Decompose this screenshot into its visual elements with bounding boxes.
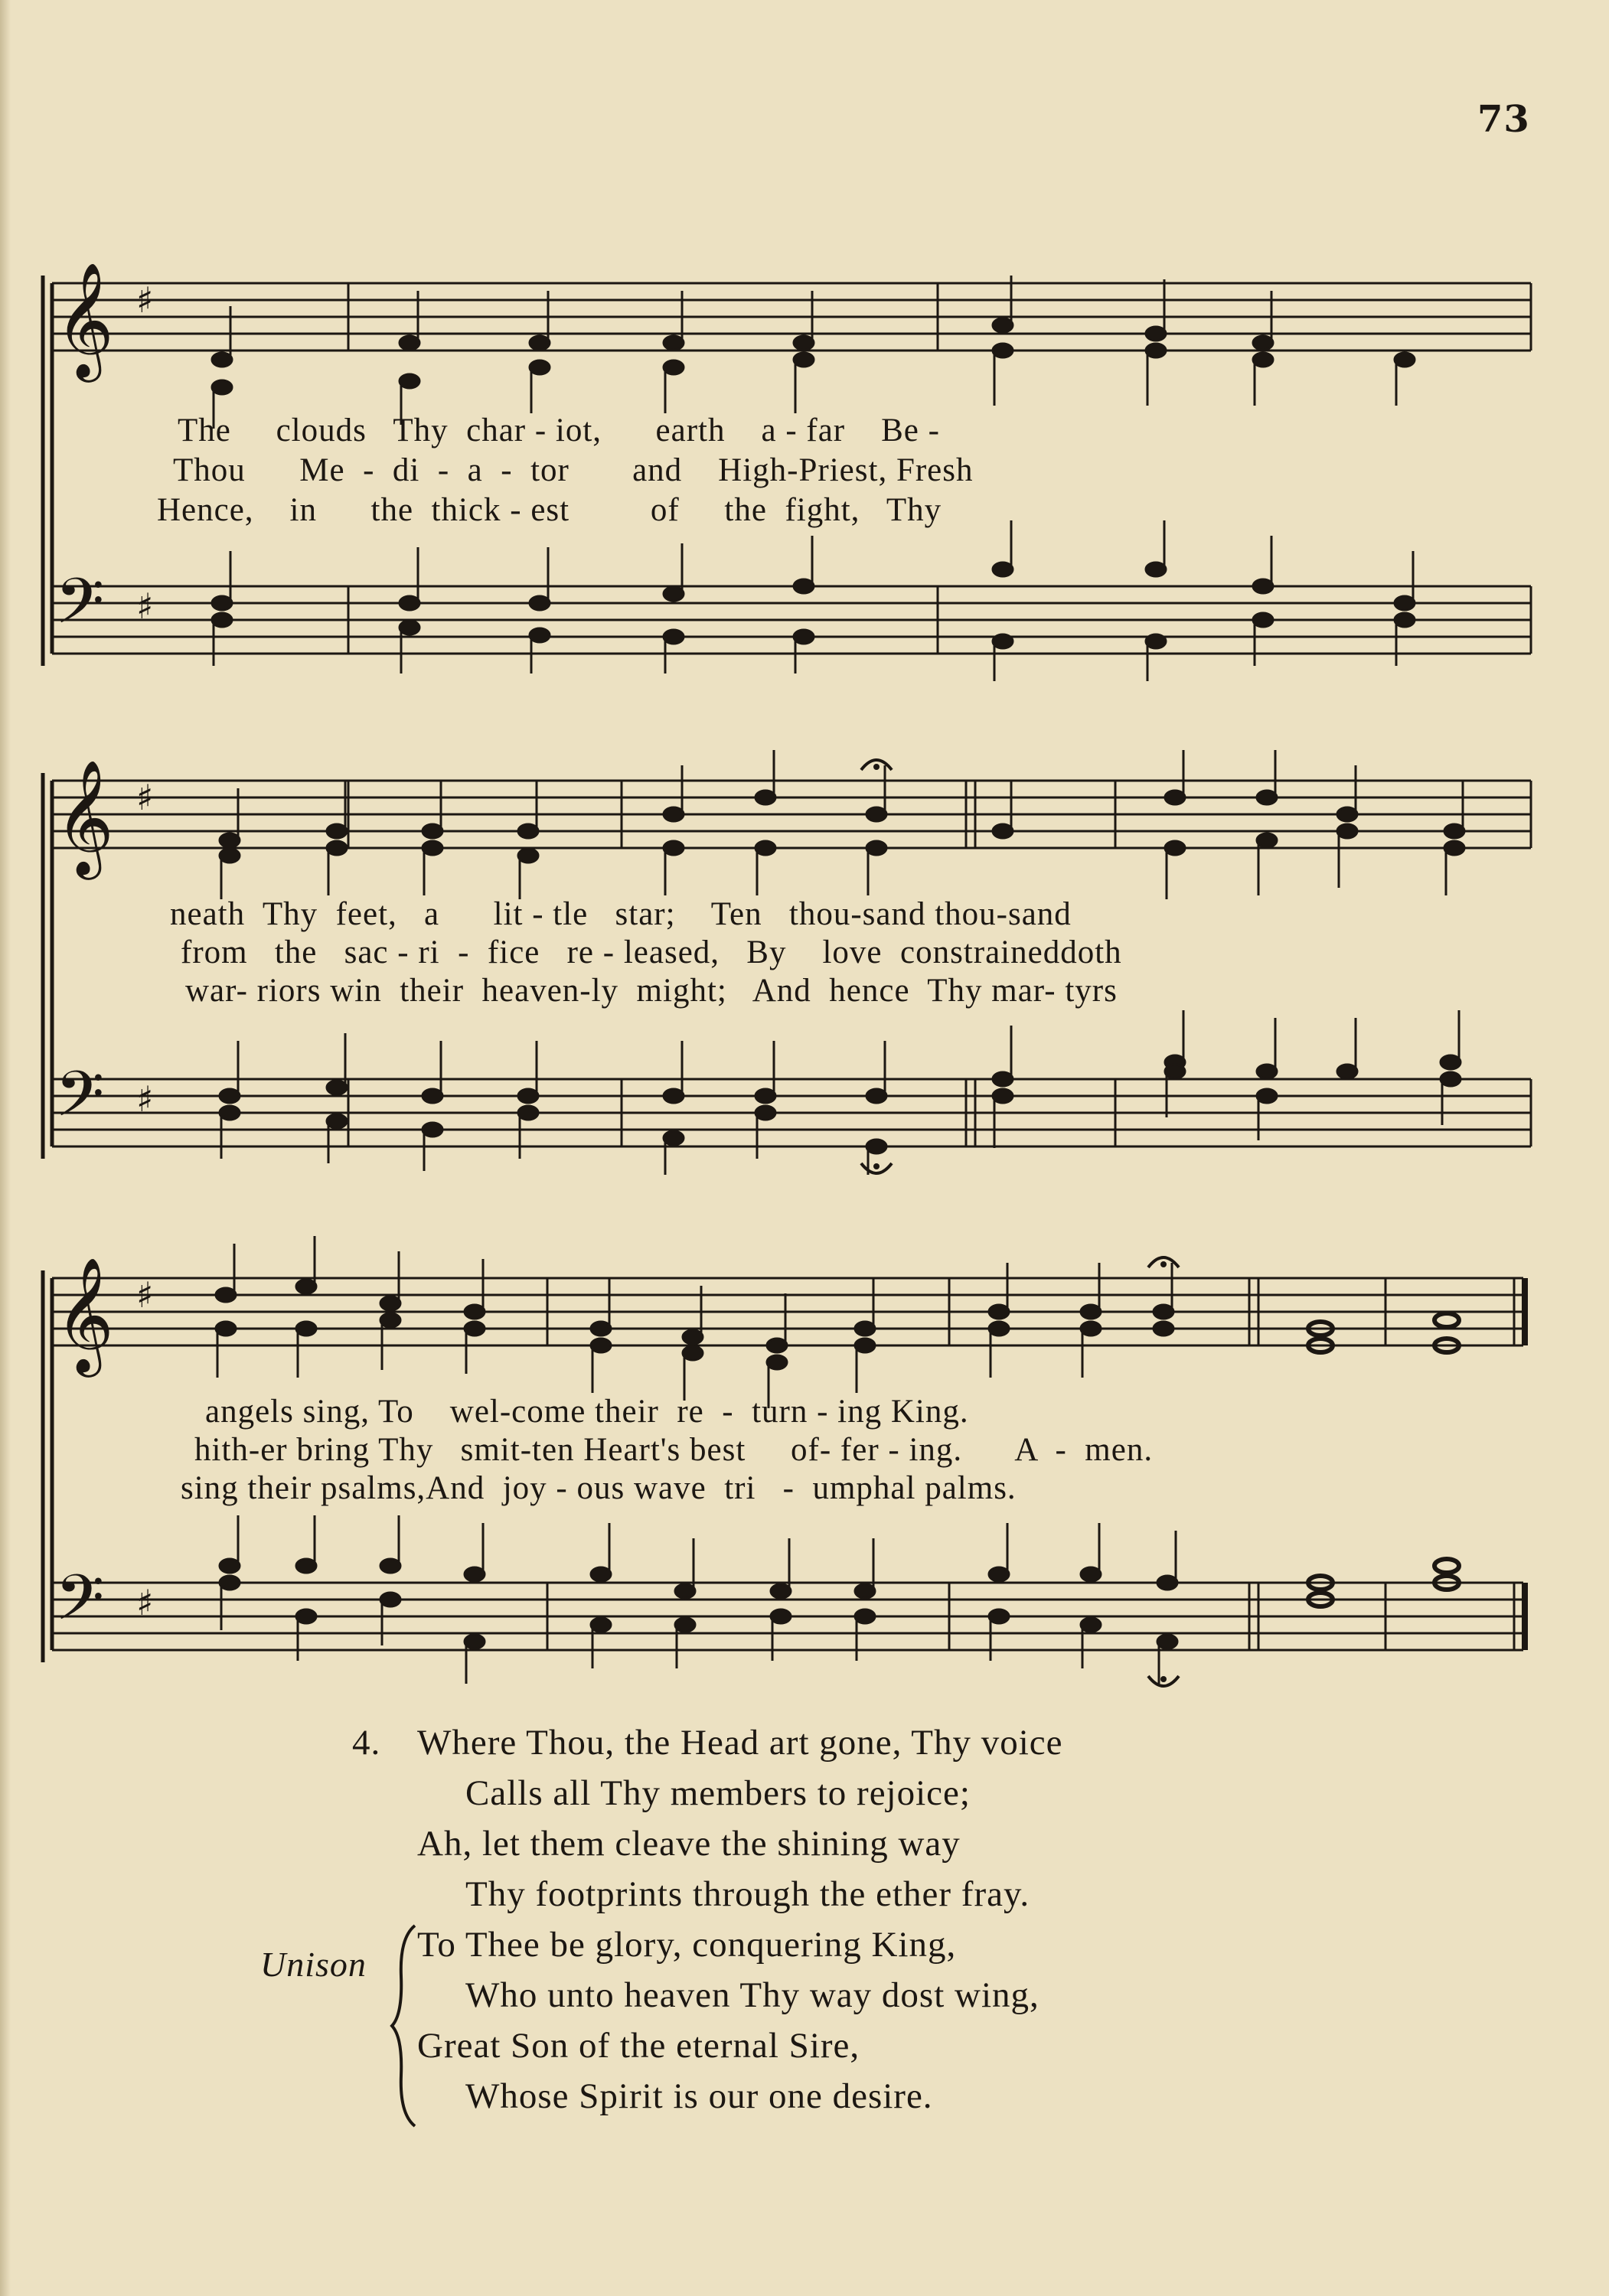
svg-text:♯: ♯ <box>136 1582 154 1623</box>
stanza-number: 4. <box>352 1723 381 1763</box>
music-system-1 <box>0 253 1609 681</box>
svg-text:♯: ♯ <box>136 1274 154 1316</box>
lyric-verse-1: The clouds Thy char - iot, earth a - far Be - <box>178 413 940 448</box>
stanza-line: Calls all Thy members to rejoice; <box>465 1773 971 1813</box>
svg-text:♯: ♯ <box>136 279 154 321</box>
lyric-verse-1: neath Thy feet, a lit - tle star; Ten thou-sand thou-sand <box>170 896 1072 932</box>
lyric-verse-3: sing their psalms,And joy - ous wave tri - umphal palms. <box>181 1470 1017 1506</box>
stanza-line: Where Thou, the Head art gone, Thy voice <box>417 1723 1063 1763</box>
stanza-line: Thy footprints through the ether fray. <box>465 1874 1030 1914</box>
stanza-4 <box>260 1722 1347 2151</box>
svg-text:♯: ♯ <box>136 777 154 818</box>
stanza-line: Who unto heaven Thy way dost wing, <box>465 1975 1039 2015</box>
svg-text:♯: ♯ <box>136 1078 154 1120</box>
lyric-verse-3: Hence, in the thick - est of the fight, Thy <box>157 492 942 528</box>
lyric-verse-2: from the sac - ri - fice re - leased, By love constraineddoth <box>181 934 1122 970</box>
svg-text:𝄞: 𝄞 <box>55 261 114 377</box>
brace-icon <box>389 1923 419 2129</box>
svg-text:𝄞: 𝄞 <box>55 1256 114 1372</box>
stanza-line: Ah, let them cleave the shining way <box>417 1824 961 1864</box>
unison-label: Unison <box>260 1945 367 1984</box>
stanza-line: Great Son of the eternal Sire, <box>417 2026 860 2066</box>
stanza-line: To Thee be glory, conquering King, <box>417 1925 957 1965</box>
music-system-3 <box>0 1232 1609 1691</box>
music-system-2 <box>0 735 1609 1179</box>
stanza-line: Whose Spirit is our one desire. <box>465 2076 933 2116</box>
svg-text:𝄞: 𝄞 <box>55 758 114 875</box>
svg-text:♯: ♯ <box>136 585 154 627</box>
lyric-verse-2: hith-er bring Thy smit-ten Heart's best of- fer - ing. A - men. <box>194 1432 1154 1468</box>
lyric-verse-2: Thou Me - di - a - tor and High-Priest, Fresh <box>173 452 974 488</box>
svg-text:𝄢: 𝄢 <box>55 1561 105 1650</box>
lyric-verse-3: war- riors win their heaven-ly might; And hence Thy mar- tyrs <box>185 973 1118 1009</box>
svg-text:𝄢: 𝄢 <box>55 1057 105 1146</box>
lyric-verse-1: angels sing, To wel-come their re - turn - ing King. <box>205 1394 969 1430</box>
svg-text:𝄢: 𝄢 <box>55 564 105 654</box>
page-number: 73 <box>1477 98 1530 141</box>
